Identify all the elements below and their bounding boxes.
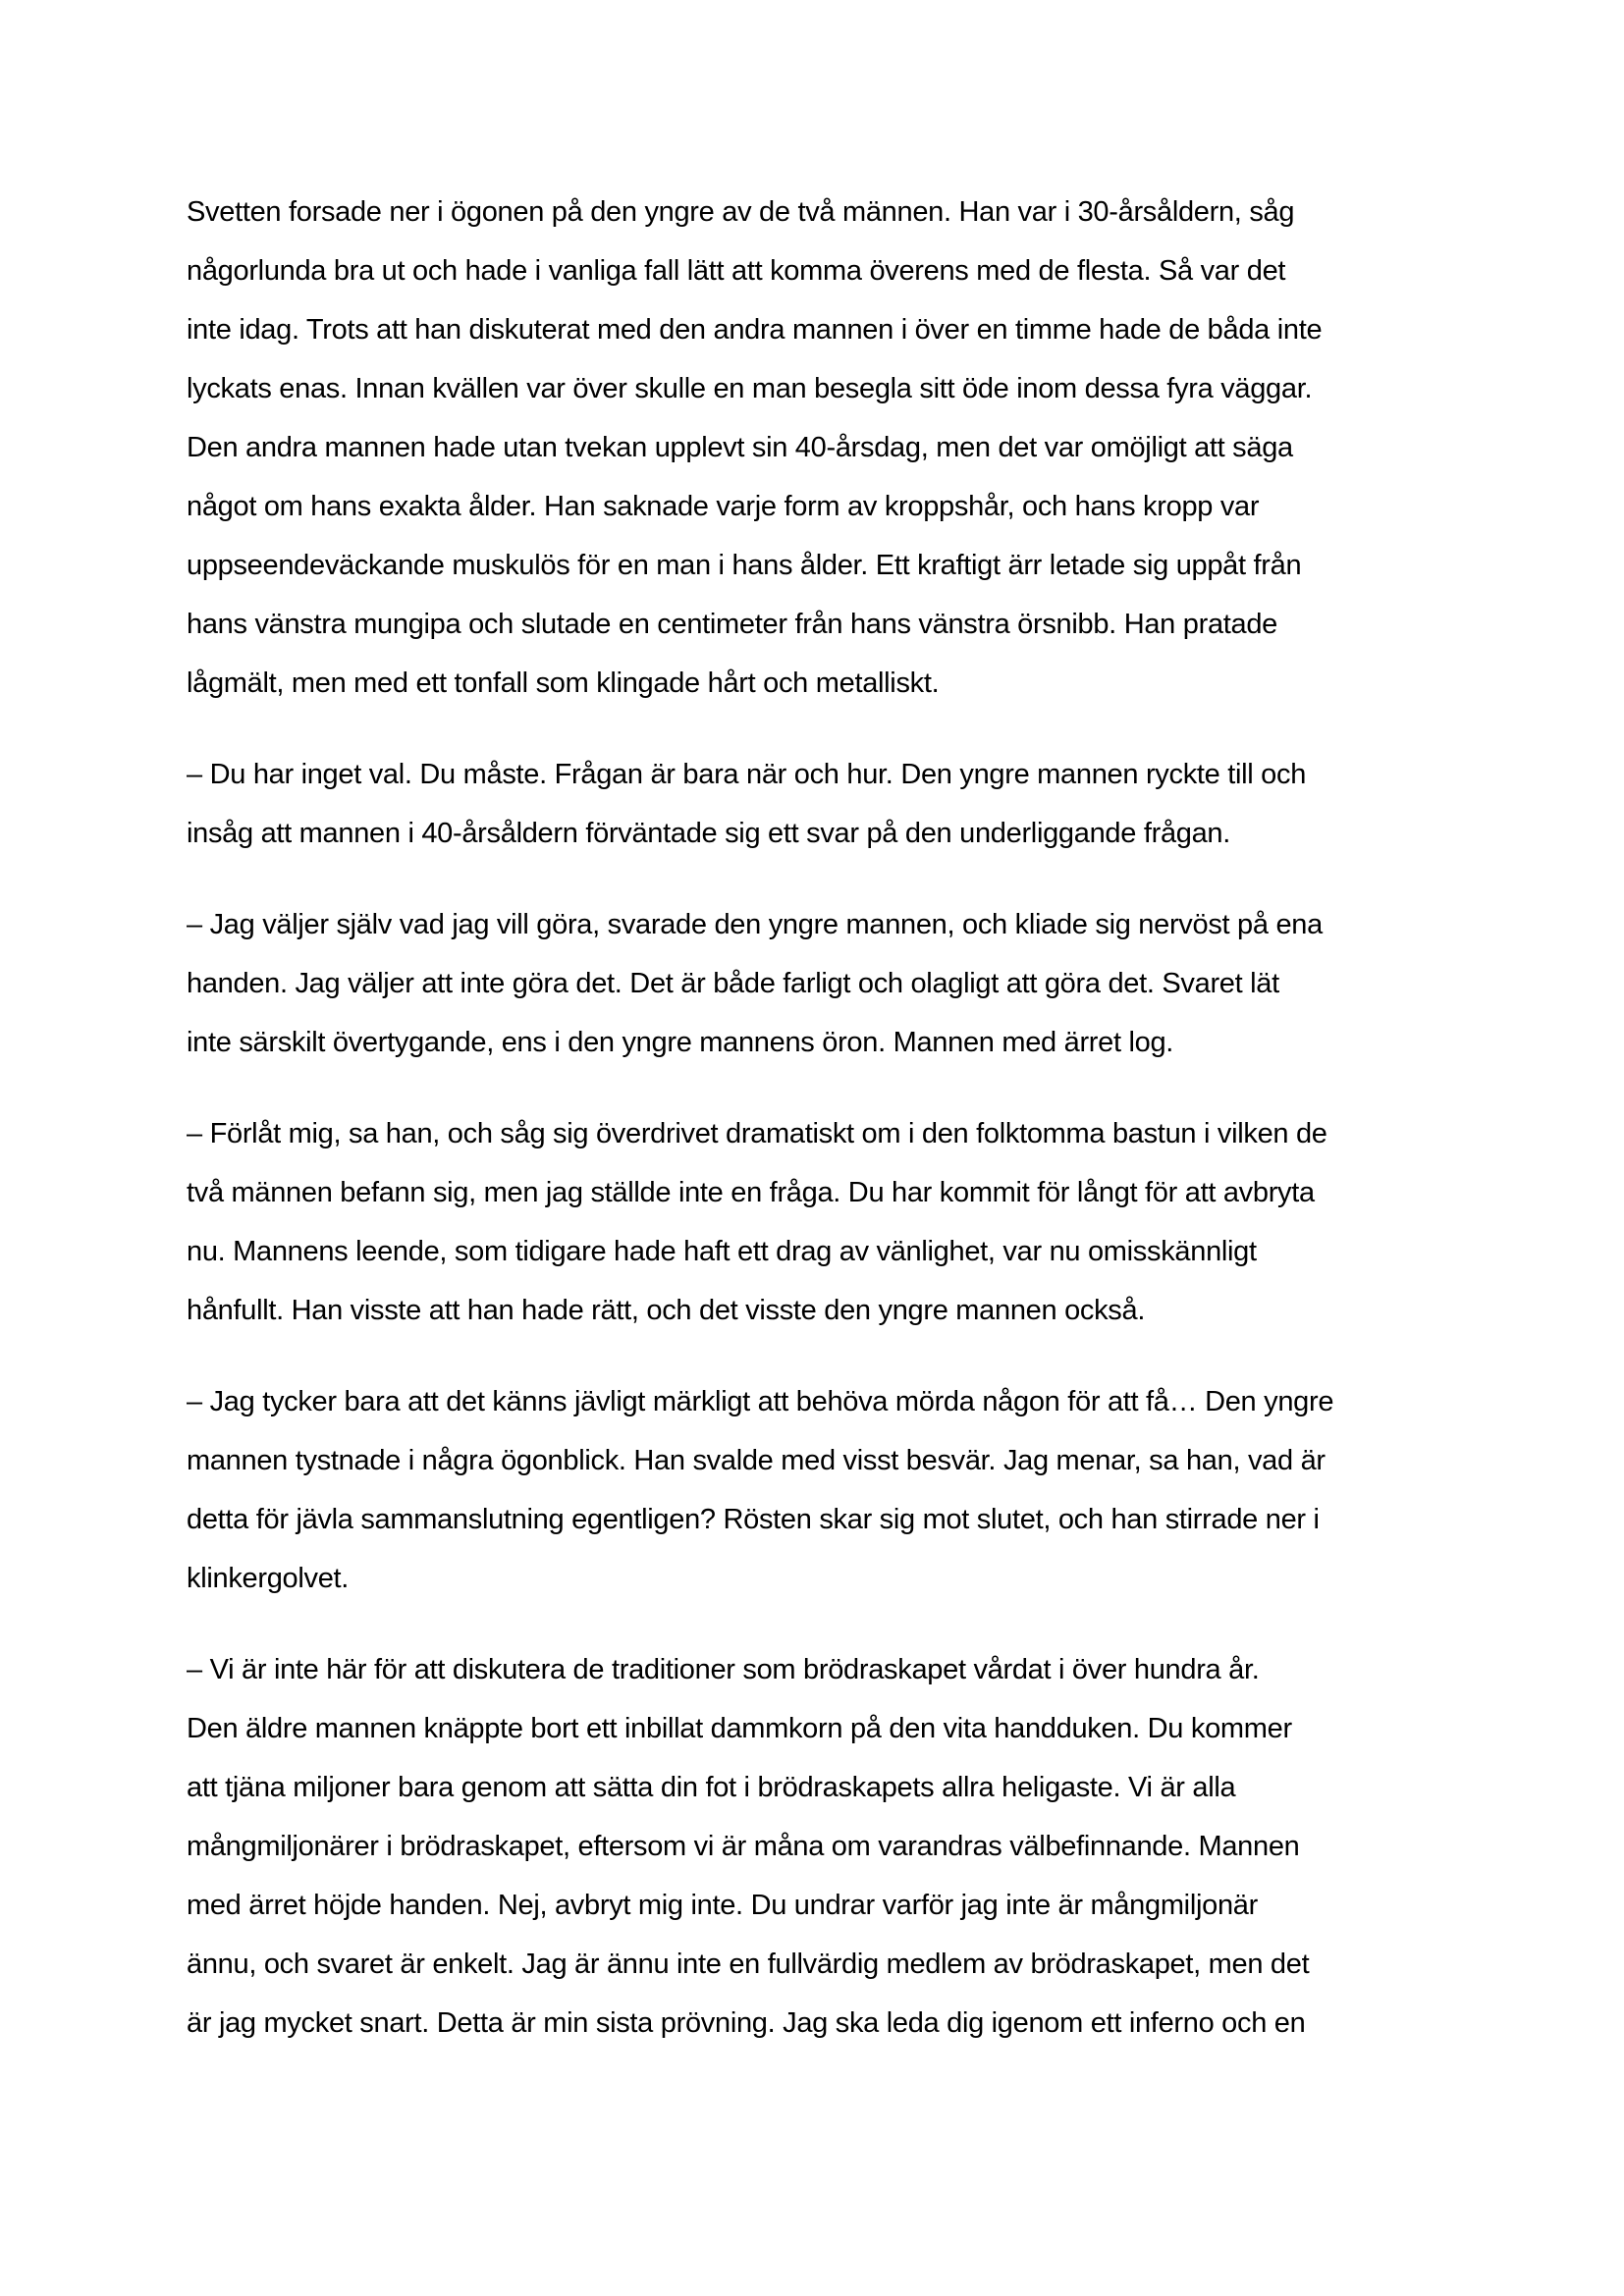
text-line: lyckats enas. Innan kvällen var över skulle en man besegla sitt öde inom dessa fyra väggar. [187, 373, 1313, 404]
text-line: – Du har inget val. Du måste. Frågan är bara när och hur. Den yngre mannen ryckte till och [187, 759, 1307, 790]
text-line: hånfullt. Han visste att han hade rätt, och det visste den yngre mannen också. [187, 1295, 1146, 1326]
text-line: insåg att mannen i 40-årsåldern förväntade sig ett svar på den underliggande frågan. [187, 818, 1231, 849]
text-line: Den andra mannen hade utan tvekan upplevt sin 40-årsdag, men det var omöjligt att säga [187, 432, 1293, 463]
text-line: Svetten forsade ner i ögonen på den yngre av de två männen. Han var i 30-årsåldern, såg [187, 196, 1295, 228]
text-line: detta för jävla sammanslutning egentligen? Rösten skar sig mot slutet, och han stirrade ner i [187, 1504, 1320, 1535]
document-text-block [187, 183, 1492, 2085]
text-line: mannen tystnade i några ögonblick. Han svalde med visst besvär. Jag menar, sa han, vad är [187, 1445, 1326, 1476]
paragraph [187, 745, 1492, 863]
text-line: nu. Mannens leende, som tidigare hade haft ett drag av vänlighet, var nu omisskännligt [187, 1236, 1257, 1267]
paragraph [187, 1104, 1492, 1340]
paragraph [187, 1372, 1492, 1608]
paragraph [187, 1640, 1492, 2053]
text-line: – Jag tycker bara att det känns jävligt märkligt att behöva mörda någon för att få… Den yngre [187, 1386, 1334, 1417]
text-line: någorlunda bra ut och hade i vanliga fall lätt att komma överens med de flesta. Så var det [187, 255, 1286, 287]
text-line: mångmiljonärer i brödraskapet, eftersom vi är måna om varandras välbefinnande. Mannen [187, 1831, 1300, 1862]
text-line: – Vi är inte här för att diskutera de traditioner som brödraskapet vårdat i över hundra år. [187, 1654, 1260, 1685]
paragraph [187, 895, 1492, 1072]
text-line: att tjäna miljoner bara genom att sätta din fot i brödraskapets allra heligaste. Vi är alla [187, 1772, 1236, 1803]
text-line: – Förlåt mig, sa han, och såg sig överdrivet dramatiskt om i den folktomma bastun i vilken de [187, 1118, 1327, 1149]
text-line: – Jag väljer själv vad jag vill göra, svarade den yngre mannen, och kliade sig nervöst på ena [187, 909, 1323, 940]
paragraph [187, 183, 1492, 713]
text-line: är jag mycket snart. Detta är min sista prövning. Jag ska leda dig igenom ett inferno och en [187, 2007, 1306, 2039]
text-line: klinkergolvet. [187, 1563, 350, 1594]
text-line: lågmält, men med ett tonfall som klingade hårt och metalliskt. [187, 667, 940, 699]
text-line: inte särskilt övertygande, ens i den yngre mannens öron. Mannen med ärret log. [187, 1027, 1174, 1058]
text-line: något om hans exakta ålder. Han saknade varje form av kroppshår, och hans kropp var [187, 491, 1260, 522]
text-line: inte idag. Trots att han diskuterat med den andra mannen i över en timme hade de båda inte [187, 314, 1323, 346]
text-line: två männen befann sig, men jag ställde inte en fråga. Du har kommit för långt för att avbryta [187, 1177, 1315, 1208]
text-line: hans vänstra mungipa och slutade en centimeter från hans vänstra örsnibb. Han pratade [187, 609, 1278, 640]
text-line: med ärret höjde handen. Nej, avbryt mig inte. Du undrar varför jag inte är mångmiljonär [187, 1890, 1258, 1921]
text-line: handen. Jag väljer att inte göra det. Det är både farligt och olagligt att göra det. Svaret lät [187, 968, 1279, 999]
text-line: uppseendeväckande muskulös för en man i hans ålder. Ett kraftigt ärr letade sig uppåt från [187, 550, 1302, 581]
text-line: Den äldre mannen knäppte bort ett inbillat dammkorn på den vita handduken. Du kommer [187, 1713, 1292, 1744]
text-line: ännu, och svaret är enkelt. Jag är ännu inte en fullvärdig medlem av brödraskapet, men det [187, 1949, 1310, 1980]
